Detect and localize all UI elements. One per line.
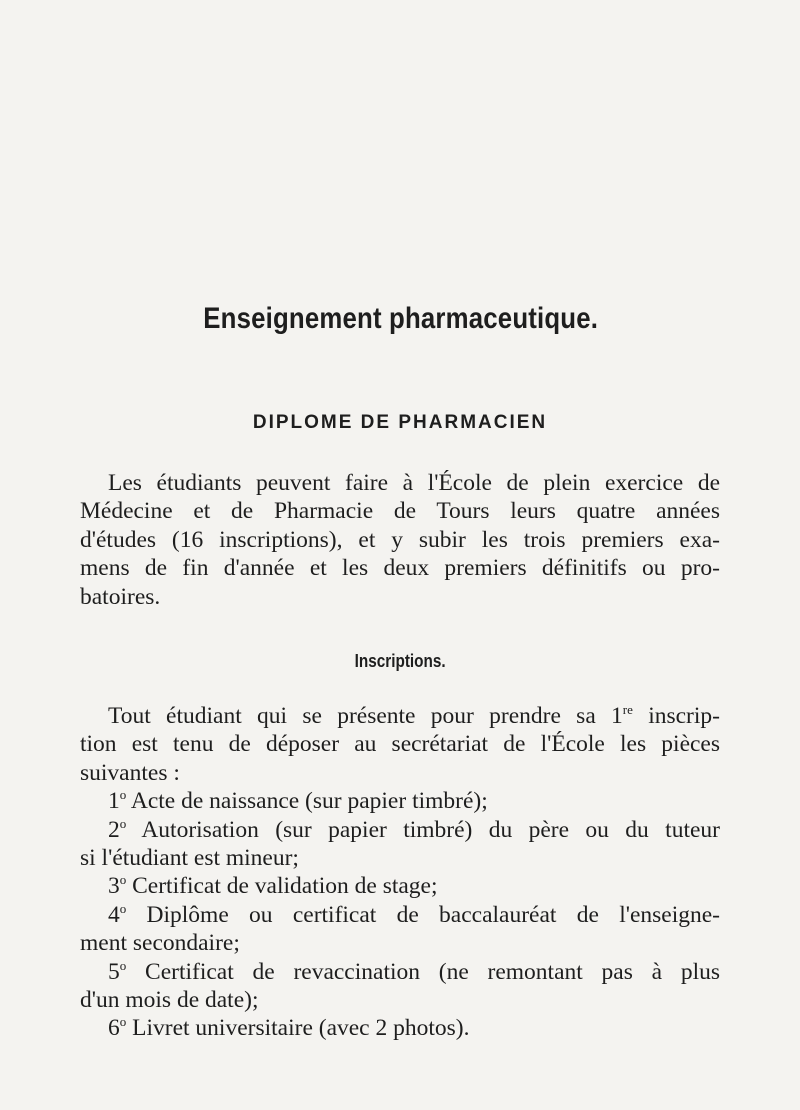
- item-number: 1: [108, 788, 120, 815]
- inscriptions-intro-text: Tout étudiant qui se présente pour prendre sa 1: [108, 703, 623, 729]
- degree-sign: o: [119, 957, 127, 973]
- list-item: [80, 816, 720, 844]
- intro-line: Les étudiants peuvent faire à l'École de plein exercice de: [108, 470, 720, 496]
- degree-sign: o: [119, 815, 127, 831]
- inscriptions-paragraph: [80, 702, 720, 1043]
- item-number: 2: [108, 816, 120, 843]
- section-heading-inscriptions: Inscriptions.: [354, 651, 446, 671]
- intro-line: Médecine et de Pharmacie de Tours leurs quatre années: [80, 498, 720, 525]
- item-number: 4: [108, 901, 120, 928]
- item-text: Diplôme ou certificat de baccalauréat de l'enseigne-: [146, 901, 720, 928]
- degree-sign: o: [119, 900, 127, 916]
- ordinal-superscript: re: [622, 702, 633, 717]
- list-item: [80, 958, 720, 986]
- item-text: Livret universitaire (avec 2 photos).: [132, 1015, 470, 1042]
- degree-sign: o: [119, 1014, 127, 1030]
- list-item: [80, 1014, 720, 1042]
- item-number: 3: [108, 873, 120, 900]
- intro-line: d'études (16 inscriptions), et y subir les trois premiers exa-: [80, 526, 720, 553]
- item-text: Autorisation (sur papier timbré) du père ou du tuteur: [141, 816, 720, 843]
- list-item: [80, 872, 720, 900]
- diploma-subtitle: DIPLOME DE PHARMACIEN: [252, 412, 548, 433]
- intro-paragraph: [80, 469, 720, 611]
- item-number: 6: [108, 1015, 120, 1042]
- intro-line: batoires.: [80, 583, 161, 610]
- inscriptions-intro-line: suivantes :: [80, 759, 180, 786]
- list-item: [80, 787, 720, 815]
- list-item-continuation: ment secondaire;: [80, 930, 240, 957]
- intro-line: mens de fin d'année et les deux premiers définitifs ou pro-: [80, 555, 720, 582]
- degree-sign: o: [119, 787, 127, 803]
- list-item: [80, 901, 720, 929]
- list-item-continuation: d'un mois de date);: [80, 986, 259, 1013]
- item-text: Certificat de validation de stage;: [132, 873, 438, 900]
- degree-sign: o: [119, 872, 127, 888]
- inscriptions-intro-line: [80, 702, 720, 730]
- inscriptions-intro-text: inscrip-: [632, 703, 720, 729]
- item-text: Acte de naissance (sur papier timbré);: [130, 788, 488, 815]
- inscriptions-intro-line: tion est tenu de déposer au secrétariat de l'École les pièces: [80, 731, 720, 758]
- item-number: 5: [108, 958, 120, 985]
- list-item-continuation: si l'étudiant est mineur;: [80, 844, 299, 871]
- item-text: Certificat de revaccination (ne remontant pas à plus: [145, 958, 720, 985]
- page-title: Enseignement pharmaceutique.: [203, 302, 599, 335]
